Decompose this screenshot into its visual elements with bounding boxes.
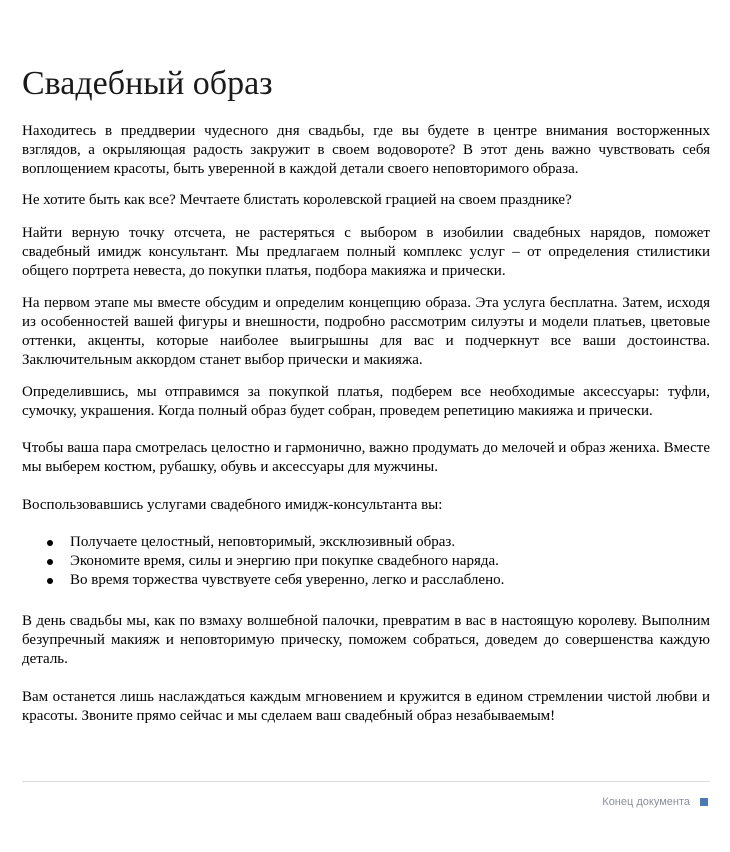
paragraph-wedding-day: В день свадьбы мы, как по взмаху волшебной палочки, превратим в вас в настоящую королеву. Выполним безупречный макияж и неповторимую прическу, поможем собраться, доведем до совершенства каждую деталь.	[22, 613, 710, 667]
bullet-icon	[47, 578, 53, 584]
paragraph-groom: Чтобы ваша пара смотрелась целостно и гармонично, важно продумать до мелочей и образ жениха. Вместе мы выберем костюм, рубашку, обувь и аксессуары для мужчины.	[22, 440, 710, 475]
footer-divider	[22, 781, 710, 782]
paragraph-shopping: Определившись, мы отправимся за покупкой платья, подберем все необходимые аксессуары: туфли, сумочку, украшения. Когда полный образ будет собран, проведем репетицию макияжа и прически.	[22, 384, 710, 419]
bullet-icon	[47, 540, 53, 546]
paragraph-question: Не хотите быть как все? Мечтаете блистать королевской грацией на своем празднике?	[22, 192, 572, 208]
list-item-text: Экономите время, силы и энергию при покупке свадебного наряда.	[70, 553, 499, 569]
bullet-icon	[47, 559, 53, 565]
paragraph-consultant: Найти верную точку отсчета, не растеряться с выбором в изобилии свадебных нарядов, поможет свадебный имидж консультант. Мы предлагаем полный комплекс услуг – от определения стилистики общего портрета невеста, до покупки платья, подбора макияжа и прически.	[22, 225, 710, 279]
end-of-document-label: Конец документа	[602, 796, 690, 808]
paragraph-call-to-action: Вам останется лишь наслаждаться каждым мгновением и кружится в едином стремлении чистой любви и красоты. Звоните прямо сейчас и мы сделаем ваш свадебный образ незабываемым!	[22, 689, 710, 724]
list-item	[22, 571, 710, 590]
list-item-text: Получаете целостный, неповторимый, эксклюзивный образ.	[70, 534, 456, 550]
list-item	[22, 533, 710, 552]
paragraph-first-stage: На первом этапе мы вместе обсудим и определим концепцию образа. Эта услуга бесплатна. Затем, исходя из особенностей вашей фигуры и внешности, подробно рассмотрим силуэты и модели платьев, цветовые оттенки, акценты, которые наиболее выигрышны для вас и подчеркнут все ваши достоинства. Заключительным аккордом станет выбор прически и макияжа.	[22, 295, 710, 368]
paragraph-benefits-intro: Воспользовавшись услугами свадебного имидж-консультанта вы:	[22, 497, 443, 513]
paragraph-intro: Находитесь в преддверии чудесного дня свадьбы, где вы будете в центре внимания восторженных взглядов, а окрыляющая радость закружит в своем водовороте? В этот день важно чувствовать себя воплощением красоты, быть уверенной в каждой детали своего неповторимого образа.	[22, 123, 710, 177]
benefits-list	[22, 533, 710, 590]
end-marker-icon	[700, 798, 708, 806]
list-item-text: Во время торжества чувствуете себя уверенно, легко и расслаблено.	[70, 572, 505, 588]
document-title: Свадебный образ	[22, 65, 273, 102]
list-item	[22, 552, 710, 571]
